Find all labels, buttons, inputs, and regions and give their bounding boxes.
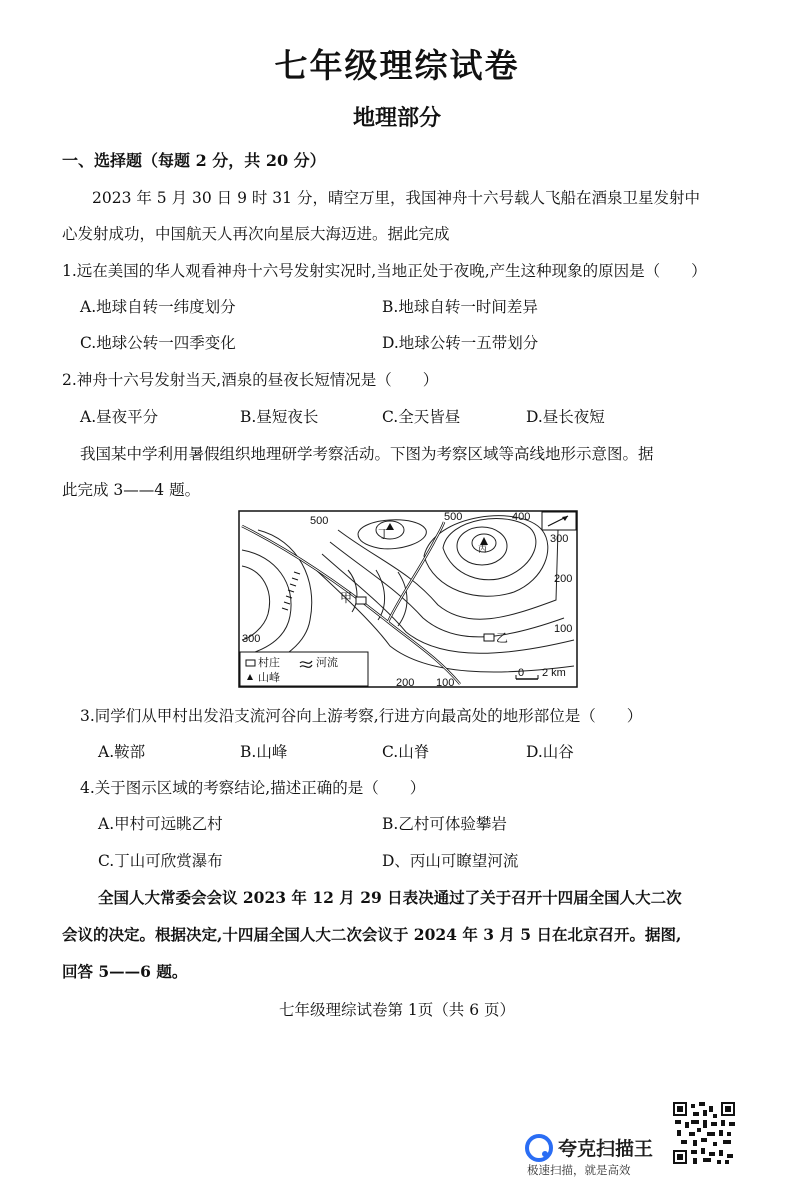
intro3-line2: 会议的决定。根据决定,十四届全国人大二次会议于 2024 年 3 月 5 日在北京召开。据图, [62, 925, 682, 944]
question-1-option-d: D.地球公转一五带划分 [382, 334, 539, 352]
contour-label-200-bottom: 200 [396, 677, 415, 688]
intro1-line1: 2023 年 5 月 30 日 9 时 31 分，晴空万里，我国神舟十六号载人飞船在酒泉卫星发射中 [92, 189, 700, 207]
legend-river-label: 河流 [316, 656, 338, 669]
intro3-line1: 全国人大常委会会议 2023 年 12 月 29 日表决通过了关于召开十四届全国人大二次 [98, 888, 682, 907]
question-4-option-d: D、丙山可瞭望河流 [382, 852, 519, 870]
scale-distance: 2 km [542, 667, 566, 679]
question-1-option-a: A.地球自转一纬度划分 [80, 298, 236, 316]
legend-village-label: 村庄 [258, 656, 280, 669]
question-4-option-a: A.甲村可远眺乙村 [98, 815, 223, 833]
question-1-stem: 1.远在美国的华人观看神舟十六号发射实况时,当地正处于夜晚,产生这种现象的原因是（ ） [62, 262, 707, 280]
contour-label-500-right: 500 [444, 511, 463, 523]
place-bing-label: 丙 [478, 545, 488, 555]
place-jia-label: 甲 [340, 591, 353, 605]
question-3-option-b: B.山峰 [240, 743, 288, 761]
question-2-option-d: D.昼长夜短 [526, 408, 605, 426]
question-2-option-a: A.昼夜平分 [80, 408, 159, 426]
contour-map [238, 510, 578, 688]
village-jia-icon [356, 597, 366, 604]
contour-label-300-left: 300 [242, 633, 261, 645]
question-2-stem: 2.神舟十六号发射当天,酒泉的昼夜长短情况是（ ） [62, 371, 439, 389]
qr-code-icon [673, 1102, 735, 1164]
question-3-option-a: A.鞍部 [98, 743, 146, 761]
question-3-option-c: C.山脊 [382, 743, 430, 761]
place-ding-label: 丁 [378, 527, 391, 541]
intro1-line2: 心发射成功，中国航天人再次向星辰大海迈进。据此完成 [62, 225, 450, 243]
page-footer: 七年级理综试卷第 1页（共 6 页） [278, 1001, 515, 1019]
page-subtitle: 地理部分 [352, 105, 441, 131]
contour-label-400: 400 [512, 511, 531, 523]
contour-label-100-right: 100 [554, 623, 573, 635]
question-3-option-d: D.山谷 [526, 743, 574, 761]
scanner-brand: 夸克扫描王 [558, 1138, 654, 1160]
intro3-line3: 回答 5——6 题。 [62, 962, 188, 981]
village-yi-icon [484, 634, 494, 641]
intro2-line2: 此完成 3——4 题。 [62, 481, 201, 499]
legend-village-icon [246, 660, 255, 666]
scale-zero: 0 [518, 667, 525, 679]
section-heading: 一、选择题（每题 2 分，共 20 分） [62, 151, 326, 170]
question-2-option-b: B.昼短夜长 [240, 408, 319, 426]
page-title: 七年级理综试卷 [274, 46, 520, 85]
question-4-option-c: C.丁山可欣赏瀑布 [98, 852, 223, 870]
question-3-stem: 3.同学们从甲村出发沿支流河谷向上游考察,行进方向最高处的地形部位是（ ） [80, 707, 643, 725]
question-4-stem: 4.关于图示区域的考察结论,描述正确的是（ ） [80, 779, 426, 797]
scanner-logo-icon [525, 1134, 553, 1162]
contour-label-200-right: 200 [554, 573, 573, 585]
contour-label-100-bottom: 100 [436, 677, 455, 688]
question-1-option-c: C.地球公转一四季变化 [80, 334, 236, 352]
scanner-slogan: 极速扫描，就是高效 [527, 1163, 631, 1177]
question-4-option-b: B.乙村可体验攀岩 [382, 815, 507, 833]
place-yi-label: 乙 [496, 631, 509, 645]
question-1-option-b: B.地球自转一时间差异 [382, 298, 538, 316]
contour-label-300-right: 300 [550, 533, 569, 545]
intro2-line1: 我国某中学利用暑假组织地理研学考察活动。下图为考察区域等高线地形示意图。据 [80, 445, 654, 463]
contour-label-500-left: 500 [310, 515, 329, 527]
question-2-option-c: C.全天皆昼 [382, 408, 461, 426]
legend-peak-label: 山峰 [258, 671, 280, 684]
